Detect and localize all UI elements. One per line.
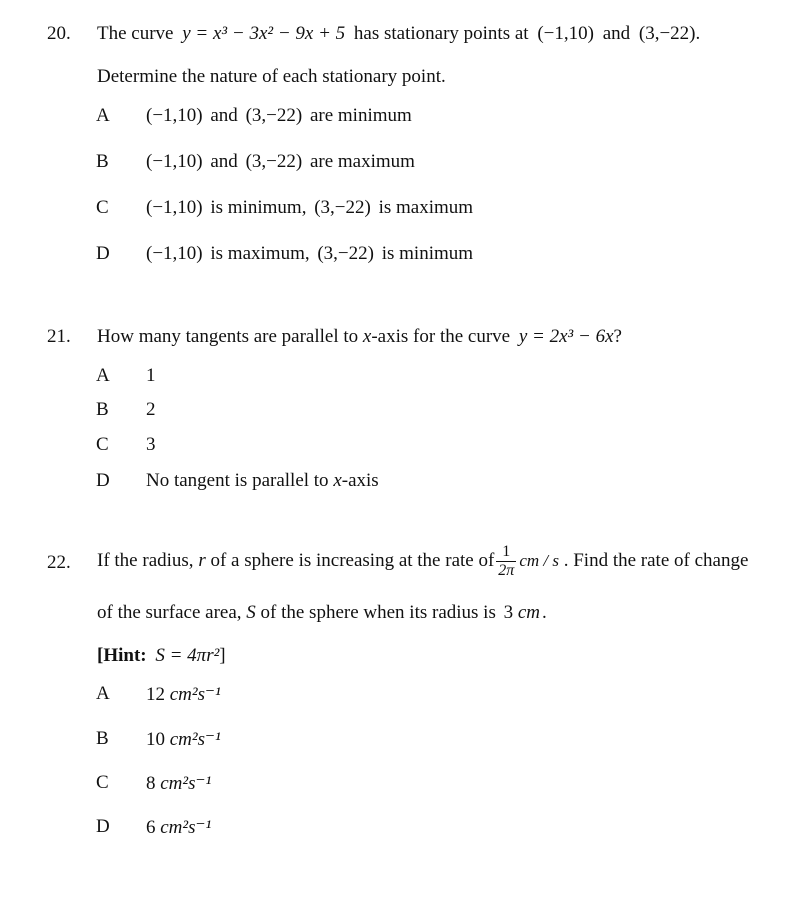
q21-option-b-letter: B [96,399,109,420]
q20-b-mid: and [210,151,238,172]
q22-radius-value: 3 [503,602,514,623]
q20-option-d-text [146,243,473,265]
question-21-number: 21. [47,326,71,347]
q20-b-tail: are maximum [309,151,415,172]
q22-line2-pre: of the surface area, [97,602,242,623]
q21-option-a-letter: A [96,365,110,386]
q22-radius-unit: cm [517,602,541,623]
q22-rate-fraction [496,543,516,580]
q22-stem-mid: of a sphere is increasing at the rate of [210,550,495,571]
q20-c-p1: (−1,10) [146,197,203,218]
q21-option-c-letter: C [96,434,109,455]
q21-d-text: No tangent is parallel to [146,470,329,491]
question-20-subprompt: Determine the nature of each stationary point. [97,66,446,87]
q20-point-1: (−1,10) [537,23,594,44]
question-20-number: 20. [47,23,71,44]
q22-b-unit: cm²s⁻¹ [169,729,221,750]
q21-stem-pre: How many tangents are parallel to [97,326,359,347]
q22-option-b-letter: B [96,728,109,749]
q20-c-tail: is maximum [378,197,474,218]
q20-period: . [695,23,701,44]
question-22-stem [97,538,748,584]
q21-option-a-text: 1 [146,365,156,386]
q20-a-tail: are minimum [309,105,412,126]
q22-option-a-text [146,683,221,706]
q20-option-c-letter: C [96,197,109,218]
q22-hint-equation: S = 4πr² [155,645,220,666]
q20-a-p1: (−1,10) [146,105,203,126]
q20-d-p1: (−1,10) [146,243,203,264]
question-21-stem [97,326,622,348]
q21-option-c-text: 3 [146,434,156,455]
q22-option-a-letter: A [96,683,110,704]
q22-stem-post: . Find the rate of change [563,550,749,571]
q21-d-var: x [333,470,342,491]
q20-c-p2: (3,−22) [314,197,371,218]
q21-stem-end: ? [613,326,622,347]
q22-d-unit: cm²s⁻¹ [160,817,212,838]
q20-option-a-letter: A [96,105,110,126]
q22-a-unit: cm²s⁻¹ [169,684,221,705]
q20-c-mid: is minimum, [210,197,307,218]
q20-option-b-letter: B [96,151,109,172]
q22-c-value: 8 [146,773,156,794]
q21-d-tail: -axis [341,470,379,491]
q20-equation: y = x³ − 3x² − 9x + 5 [182,23,346,44]
q20-option-b-text [146,151,415,173]
q22-a-value: 12 [146,684,165,705]
q22-option-c-text [146,772,211,795]
q22-b-value: 10 [146,729,165,750]
q21-stem-mid: -axis for the curve [371,326,511,347]
q22-hint [97,645,226,667]
q22-stem-pre: If the radius, [97,550,194,571]
q22-hint-label: [Hint: [97,645,147,666]
q20-and: and [602,23,631,44]
q22-fraction-numerator: 1 [496,543,516,562]
q22-line2-end: . [542,602,547,623]
q20-d-mid: is maximum, [210,243,310,264]
q20-d-p2: (3,−22) [317,243,374,264]
q22-s-var: S [246,602,256,623]
q21-axis-var: x [362,326,372,347]
q20-stem-pre: The curve [97,23,174,44]
q21-option-d-text [146,470,379,492]
q21-equation: y = 2x³ − 6x [518,326,614,347]
q21-option-b-text: 2 [146,399,156,420]
q20-b-p2: (3,−22) [245,151,303,172]
question-20-stem [97,23,700,45]
q20-option-d-letter: D [96,243,110,264]
q22-line2-mid: of the sphere when its radius is [260,602,496,623]
q21-option-d-letter: D [96,470,110,491]
q22-d-value: 6 [146,817,156,838]
q22-fraction-denominator: 2π [498,561,515,579]
q20-a-mid: and [210,105,238,126]
q22-option-b-text [146,728,221,751]
question-22-number: 22. [47,552,71,573]
q20-b-p1: (−1,10) [146,151,203,172]
q22-rate-unit: cm / s [519,551,559,570]
q20-stem-post: has stationary points at [353,23,529,44]
q22-hint-close: ] [219,645,226,666]
q22-option-d-text [146,816,211,839]
q22-r-var: r [198,550,206,571]
q20-a-p2: (3,−22) [245,105,303,126]
q22-option-d-letter: D [96,816,110,837]
q22-c-unit: cm²s⁻¹ [160,773,212,794]
q20-option-a-text [146,105,412,127]
q22-option-c-letter: C [96,772,109,793]
question-22-line-2 [97,602,547,624]
q20-option-c-text [146,197,473,219]
q20-d-tail: is minimum [381,243,474,264]
q20-point-2: (3,−22) [638,23,696,44]
